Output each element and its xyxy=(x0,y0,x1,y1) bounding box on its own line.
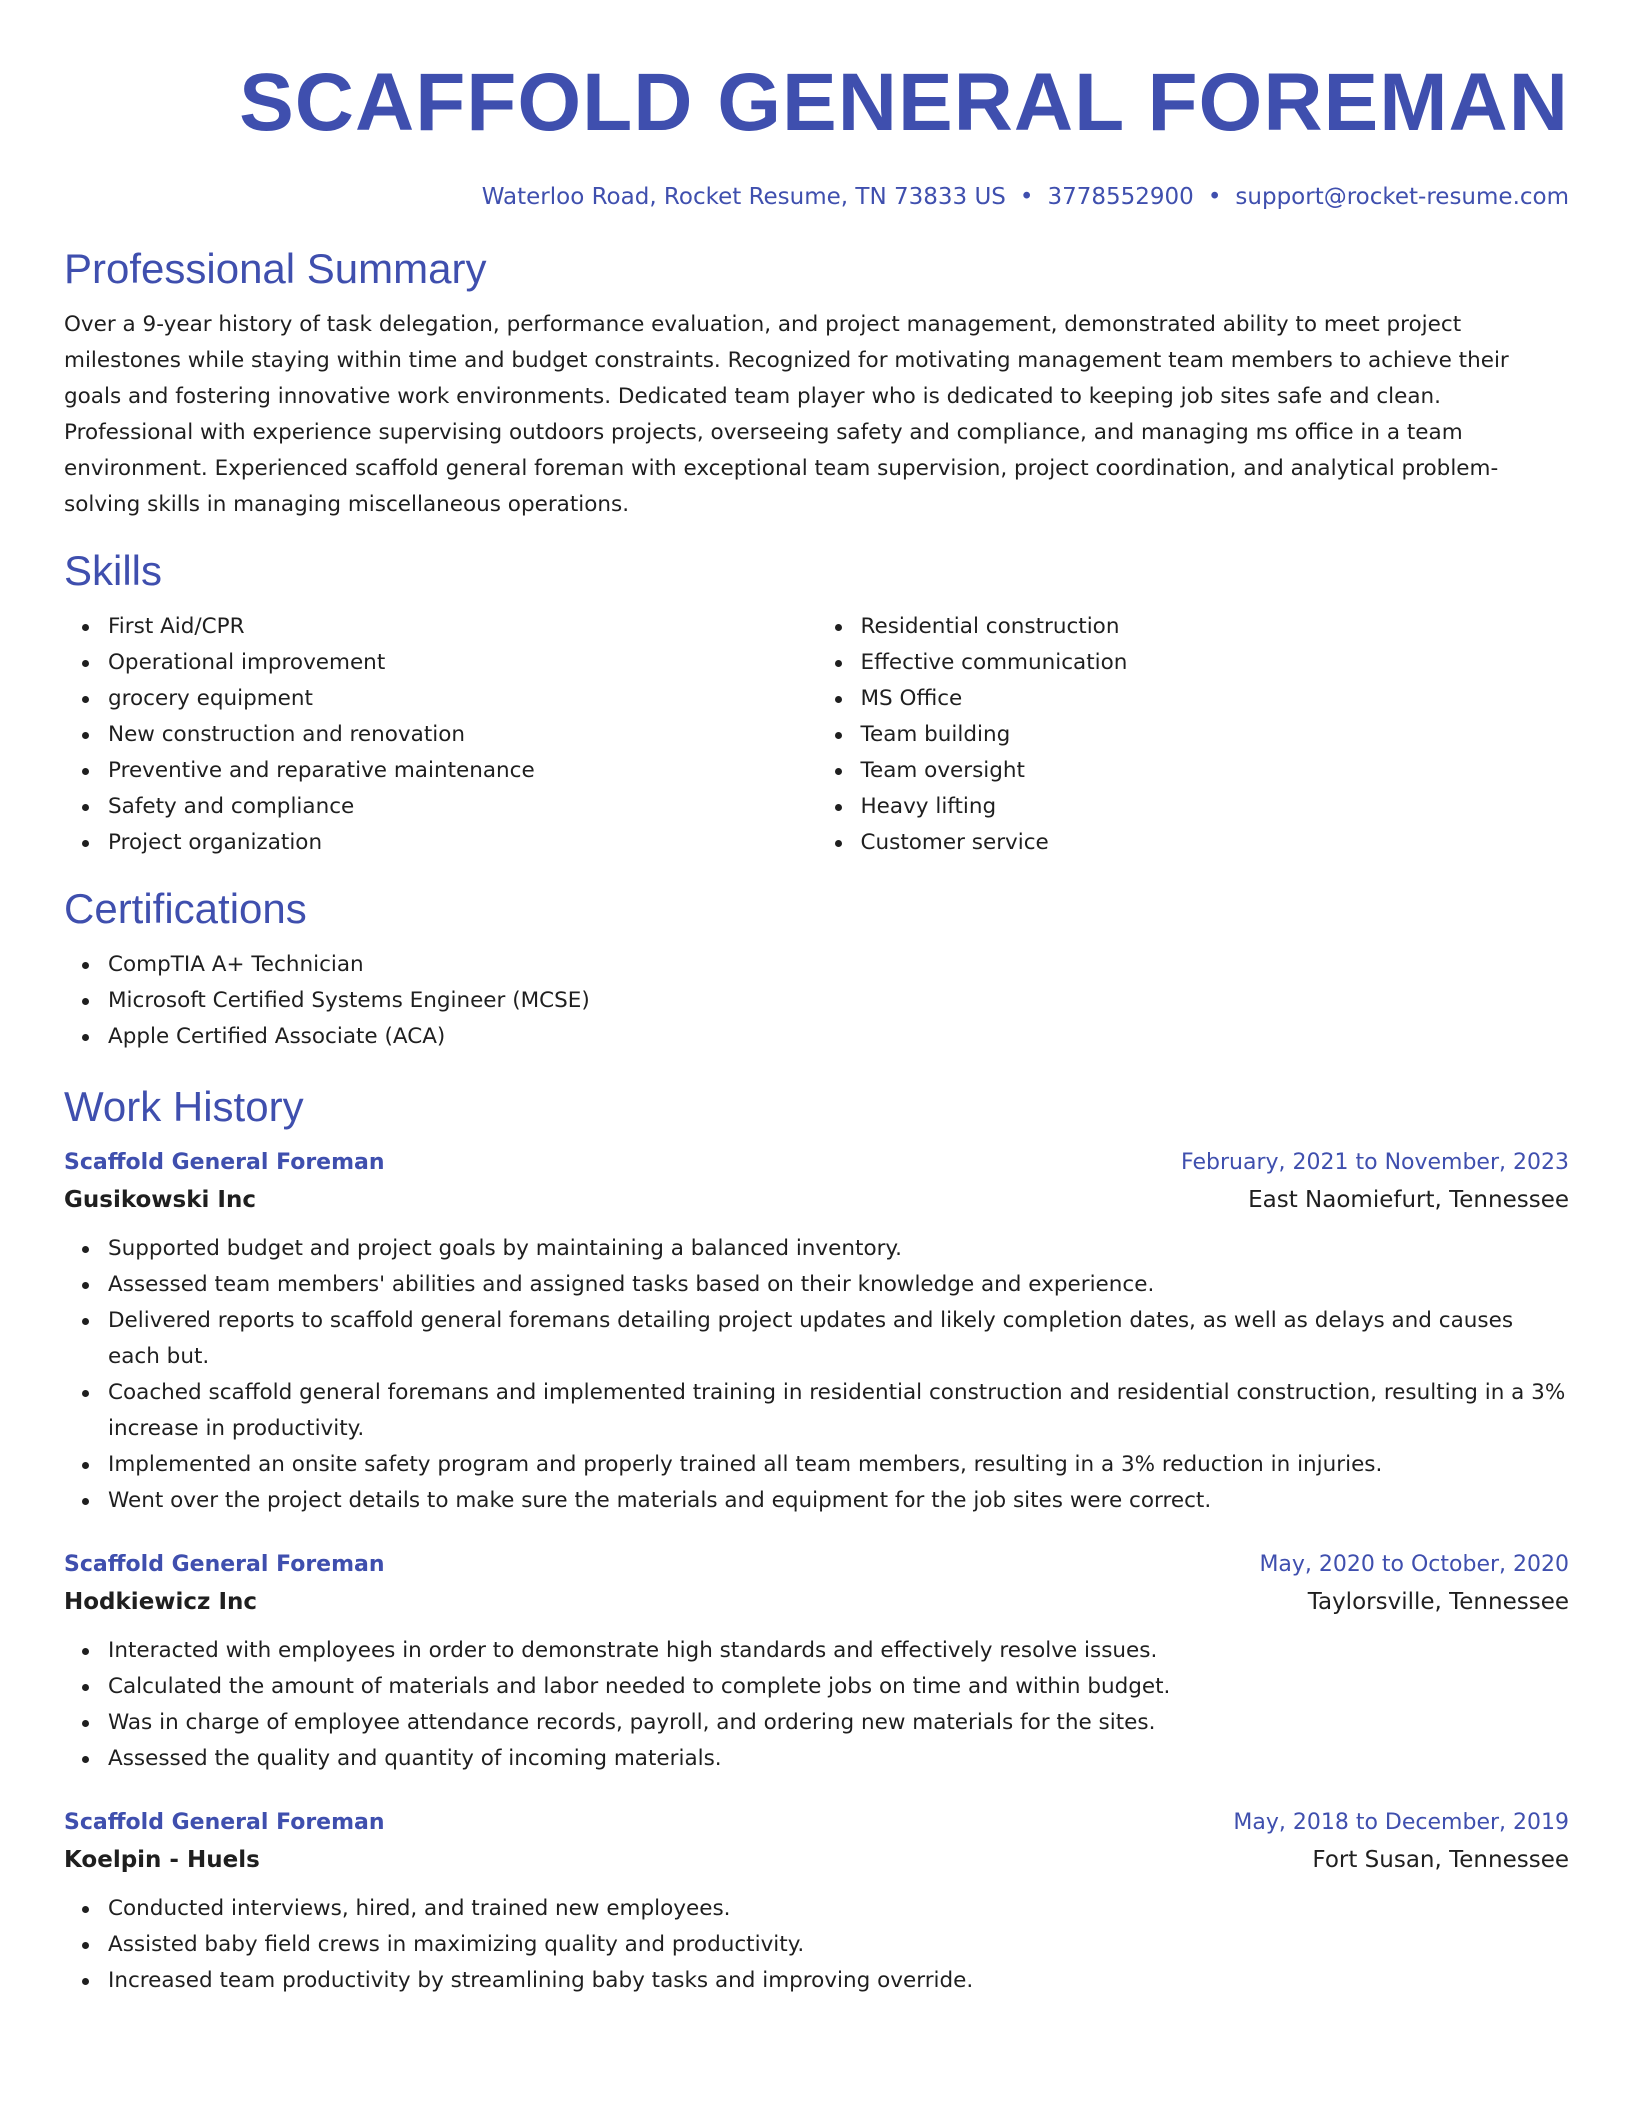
skill-item: Effective communication xyxy=(861,645,1570,681)
resume-header xyxy=(64,0,1569,212)
certifications-heading: Certifications xyxy=(64,885,307,932)
skill-item: First Aid/CPR xyxy=(108,609,817,645)
skill-item: grocery equipment xyxy=(108,681,817,717)
job-location: Taylorsville, Tennessee xyxy=(1307,1589,1569,1615)
job-duty-item: Assessed team members' abilities and assigned tasks based on their knowledge and experience. xyxy=(108,1267,1569,1303)
job-employer-row xyxy=(64,1181,1569,1219)
job-duty-item: Coached scaffold general foremans and implemented training in residential construction and residential construction, resulting in a 3% increase in productivity. xyxy=(108,1375,1569,1447)
job-entry xyxy=(64,1145,1569,1519)
skill-item: Heavy lifting xyxy=(861,789,1570,825)
skill-item: New construction and renovation xyxy=(108,717,817,753)
job-company: Koelpin - Huels xyxy=(64,1847,260,1873)
skill-item: Team oversight xyxy=(861,753,1570,789)
job-employer-row xyxy=(64,1841,1569,1879)
skill-item: Operational improvement xyxy=(108,645,817,681)
job-header xyxy=(64,1547,1569,1583)
skill-item: Team building xyxy=(861,717,1570,753)
job-dates: May, 2018 to December, 2019 xyxy=(1233,1810,1569,1835)
skills-heading: Skills xyxy=(64,547,163,594)
job-duty-item: Assisted baby field crews in maximizing quality and productivity. xyxy=(108,1927,1569,1963)
job-duty-item: Was in charge of employee attendance records, payroll, and ordering new materials for the sites. xyxy=(108,1705,1569,1741)
job-duty-item: Conducted interviews, hired, and trained new employees. xyxy=(108,1891,1569,1927)
job-title: Scaffold General Foreman xyxy=(64,1810,385,1835)
certification-item: Apple Certified Associate (ACA) xyxy=(108,1019,1569,1055)
job-duty-item: Went over the project details to make sure the materials and equipment for the job sites were correct. xyxy=(108,1483,1569,1519)
work-history-heading: Work History xyxy=(64,1083,304,1130)
job-dates: February, 2021 to November, 2023 xyxy=(1181,1150,1569,1175)
job-dates: May, 2020 to October, 2020 xyxy=(1259,1552,1569,1577)
summary-heading: Professional Summary xyxy=(64,245,487,292)
job-duty-item: Delivered reports to scaffold general foremans detailing project updates and likely completion dates, as well as delays and causes each but. xyxy=(108,1303,1569,1375)
skill-item: Safety and compliance xyxy=(108,789,817,825)
job-entry xyxy=(64,1805,1569,1999)
skill-item: Preventive and reparative maintenance xyxy=(108,753,817,789)
job-employer-row xyxy=(64,1583,1569,1621)
job-location: Fort Susan, Tennessee xyxy=(1312,1847,1569,1873)
certifications-list xyxy=(64,947,1569,1055)
job-entry xyxy=(64,1547,1569,1777)
job-duties-list xyxy=(64,1633,1569,1777)
job-title: Scaffold General Foreman xyxy=(64,1552,385,1577)
skill-item: MS Office xyxy=(861,681,1570,717)
job-header xyxy=(64,1145,1569,1181)
job-duties-list xyxy=(64,1231,1569,1519)
skill-item: Residential construction xyxy=(861,609,1570,645)
contact-separator: • xyxy=(1207,184,1222,210)
job-duty-item: Calculated the amount of materials and labor needed to complete jobs on time and within budget. xyxy=(108,1669,1569,1705)
skill-item: Customer service xyxy=(861,825,1570,861)
summary-text: Over a 9-year history of task delegation, performance evaluation, and project management, demonstrated ability to meet project milestones while staying within time and budget constraints. Recognized for motivating management team members to achieve their goals and fostering innovative work environments. Dedicated team player who is dedicated to keeping job sites safe and clean. Professional with experience supervising outdoors projects, overseeing safety and compliance, and managing ms office in a team environment. Experienced scaffold general foreman with exceptional team supervision, project coordination, and analytical problem-solving skills in managing miscellaneous operations. xyxy=(64,312,1509,517)
job-duties-list xyxy=(64,1891,1569,1999)
skills-columns xyxy=(64,609,1569,861)
job-duty-item: Increased team productivity by streamlining baby tasks and improving override. xyxy=(108,1963,1569,1999)
certification-item: Microsoft Certified Systems Engineer (MCSE) xyxy=(108,983,1569,1019)
resume-name: SCAFFOLD GENERAL FOREMAN xyxy=(239,57,1569,148)
certification-item: CompTIA A+ Technician xyxy=(108,947,1569,983)
job-duty-item: Implemented an onsite safety program and properly trained all team members, resulting in a 3% reduction in injuries. xyxy=(108,1447,1569,1483)
contact-separator: • xyxy=(1019,184,1034,210)
job-company: Hodkiewicz Inc xyxy=(64,1589,258,1615)
skills-list-left xyxy=(64,609,817,861)
contact-address: Waterloo Road, Rocket Resume, TN 73833 US xyxy=(481,184,1006,210)
job-duty-item: Interacted with employees in order to demonstrate high standards and effectively resolve issues. xyxy=(108,1633,1569,1669)
job-title: Scaffold General Foreman xyxy=(64,1150,385,1175)
job-duty-item: Assessed the quality and quantity of incoming materials. xyxy=(108,1741,1569,1777)
job-company: Gusikowski Inc xyxy=(64,1187,256,1213)
contact-email: support@rocket-resume.com xyxy=(1235,184,1569,210)
job-duty-item: Supported budget and project goals by maintaining a balanced inventory. xyxy=(108,1231,1569,1267)
skills-list-right xyxy=(817,609,1570,861)
job-header xyxy=(64,1805,1569,1841)
job-location: East Naomiefurt, Tennessee xyxy=(1248,1187,1569,1213)
contact-line xyxy=(64,182,1569,212)
skill-item: Project organization xyxy=(108,825,817,861)
contact-phone: 3778552900 xyxy=(1047,184,1194,210)
